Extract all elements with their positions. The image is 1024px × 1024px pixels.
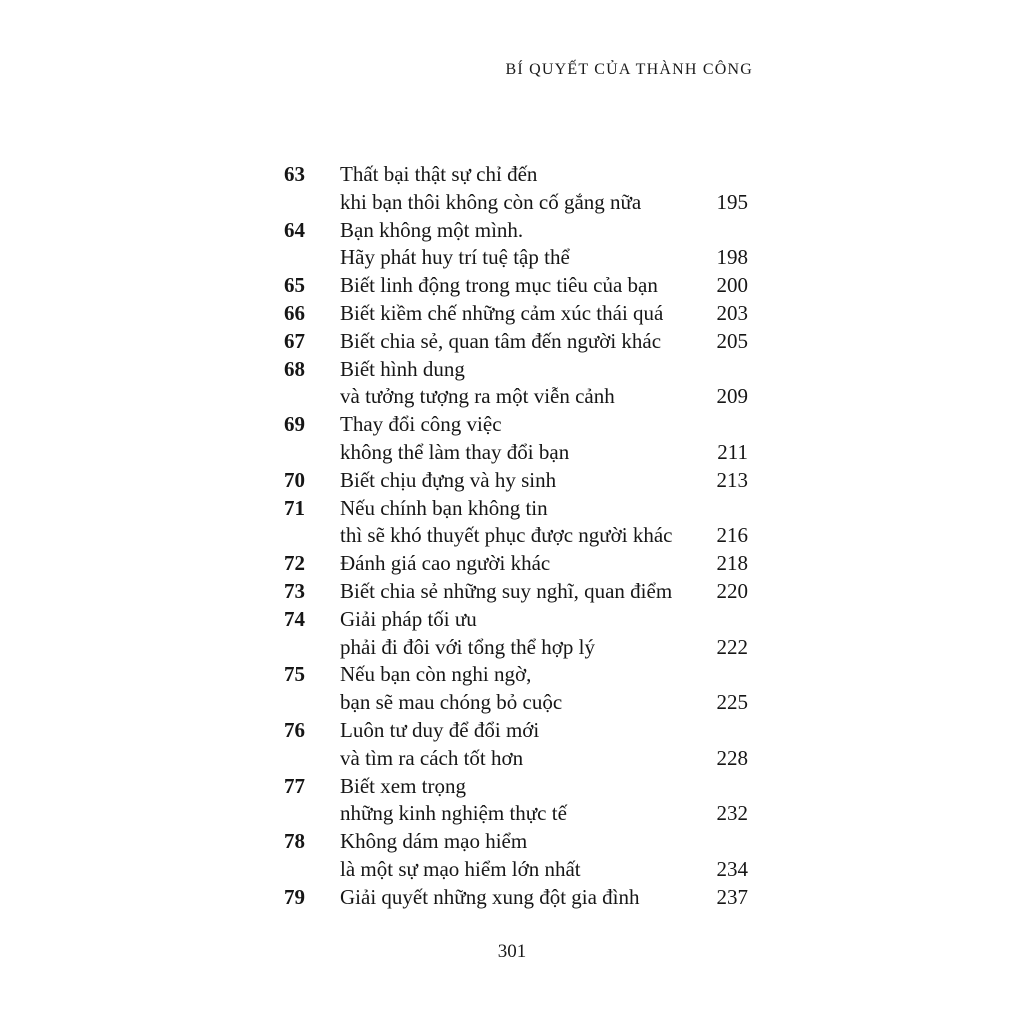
toc-line <box>284 495 748 523</box>
entry-number: 78 <box>284 829 305 854</box>
toc-line <box>284 745 748 773</box>
entry-title: Biết chia sẻ, quan tâm đến người khác <box>340 328 662 353</box>
toc-line <box>284 661 748 689</box>
entry-number: 63 <box>284 162 305 186</box>
entry-number: 65 <box>284 273 305 298</box>
entry-title: Nếu bạn còn nghi ngờ, <box>340 662 532 687</box>
entry-title: Biết kiềm chế những cảm xúc thái quá <box>340 300 664 325</box>
toc-line <box>284 383 748 411</box>
entry-number: 69 <box>284 412 305 437</box>
toc-line <box>284 328 748 356</box>
entry-title: là một sự mạo hiểm lớn nhất <box>340 856 581 881</box>
toc-line <box>284 439 748 467</box>
entry-page: 232 <box>716 801 748 826</box>
entry-number: 75 <box>284 662 305 687</box>
toc-line <box>284 773 748 801</box>
entry-number: 73 <box>284 578 305 603</box>
entry-title: không thể làm thay đổi bạn <box>340 439 570 464</box>
table-of-contents <box>284 161 748 912</box>
entry-title: Biết chia sẻ những suy nghĩ, quan điểm <box>340 578 673 603</box>
entry-page: 228 <box>716 745 748 770</box>
toc-line <box>284 606 748 634</box>
entry-page: 205 <box>716 328 748 353</box>
entry-page: 198 <box>716 245 748 270</box>
entry-page: 222 <box>716 634 748 659</box>
entry-number: 66 <box>284 300 305 325</box>
toc-line <box>284 272 748 300</box>
entry-page: 195 <box>716 189 748 214</box>
entry-title: Bạn không một mình. <box>340 217 524 242</box>
entry-number: 72 <box>284 551 305 576</box>
entry-title: Biết hình dung <box>340 356 465 381</box>
entry-number: 68 <box>284 356 305 381</box>
entry-title: Luôn tư duy để đổi mới <box>340 717 540 742</box>
entry-title: Biết chịu đựng và hy sinh <box>340 467 557 492</box>
entry-page: 220 <box>716 578 748 603</box>
entry-number: 76 <box>284 717 305 742</box>
entry-title: những kinh nghiệm thực tế <box>340 801 567 826</box>
toc-line <box>284 550 748 578</box>
entry-page: 216 <box>716 523 748 548</box>
toc-line <box>284 244 748 272</box>
entry-title: Thay đổi công việc <box>340 412 502 437</box>
toc-line <box>284 634 748 662</box>
entry-page: 225 <box>716 690 748 715</box>
toc-line <box>284 467 748 495</box>
entry-title: và tìm ra cách tốt hơn <box>340 745 524 770</box>
entry-page: 200 <box>716 273 748 298</box>
entry-number: 71 <box>284 495 305 520</box>
toc-line <box>284 884 748 912</box>
entry-number: 74 <box>284 606 305 631</box>
entry-title: Thất bại thật sự chỉ đến <box>340 162 538 186</box>
toc-line <box>284 300 748 328</box>
toc-line <box>284 189 748 217</box>
entry-page: 234 <box>716 856 748 881</box>
entry-page: 211 <box>717 439 748 464</box>
entry-title: Giải quyết những xung đột gia đình <box>340 884 640 909</box>
entry-title: Biết xem trọng <box>340 773 466 798</box>
entry-number: 67 <box>284 328 305 353</box>
toc-line <box>284 411 748 439</box>
entry-title: Giải pháp tối ưu <box>340 606 477 631</box>
entry-title: khi bạn thôi không còn cố gắng nữa <box>340 189 642 214</box>
toc-line <box>284 856 748 884</box>
running-head: BÍ QUYẾT CỦA THÀNH CÔNG <box>505 61 753 78</box>
toc-line <box>284 161 748 189</box>
entry-title: và tưởng tượng ra một viễn cảnh <box>340 384 615 409</box>
entry-page: 209 <box>716 384 748 409</box>
entry-title: phải đi đôi với tổng thể hợp lý <box>340 634 595 659</box>
entry-title: bạn sẽ mau chóng bỏ cuộc <box>340 690 563 715</box>
toc-line <box>284 217 748 245</box>
entry-number: 64 <box>284 217 305 242</box>
entry-number: 70 <box>284 467 305 492</box>
entry-number: 77 <box>284 773 305 798</box>
entry-page: 237 <box>716 884 748 909</box>
page-number: 301 <box>497 941 527 962</box>
entry-title: Hãy phát huy trí tuệ tập thể <box>340 245 570 270</box>
entry-page: 203 <box>716 300 748 325</box>
entry-title: thì sẽ khó thuyết phục được người khác <box>340 523 673 548</box>
toc-line <box>284 578 748 606</box>
toc-line <box>284 356 748 384</box>
toc-line <box>284 828 748 856</box>
entry-title: Đánh giá cao người khác <box>340 551 551 576</box>
toc-line <box>284 717 748 745</box>
toc-line <box>284 689 748 717</box>
toc-line <box>284 800 748 828</box>
entry-page: 218 <box>716 551 748 576</box>
entry-title: Không dám mạo hiểm <box>340 829 528 854</box>
entry-title: Nếu chính bạn không tin <box>340 495 548 520</box>
entry-number: 79 <box>284 884 305 909</box>
entry-title: Biết linh động trong mục tiêu của bạn <box>340 273 658 298</box>
toc-line <box>284 522 748 550</box>
entry-page: 213 <box>716 467 748 492</box>
